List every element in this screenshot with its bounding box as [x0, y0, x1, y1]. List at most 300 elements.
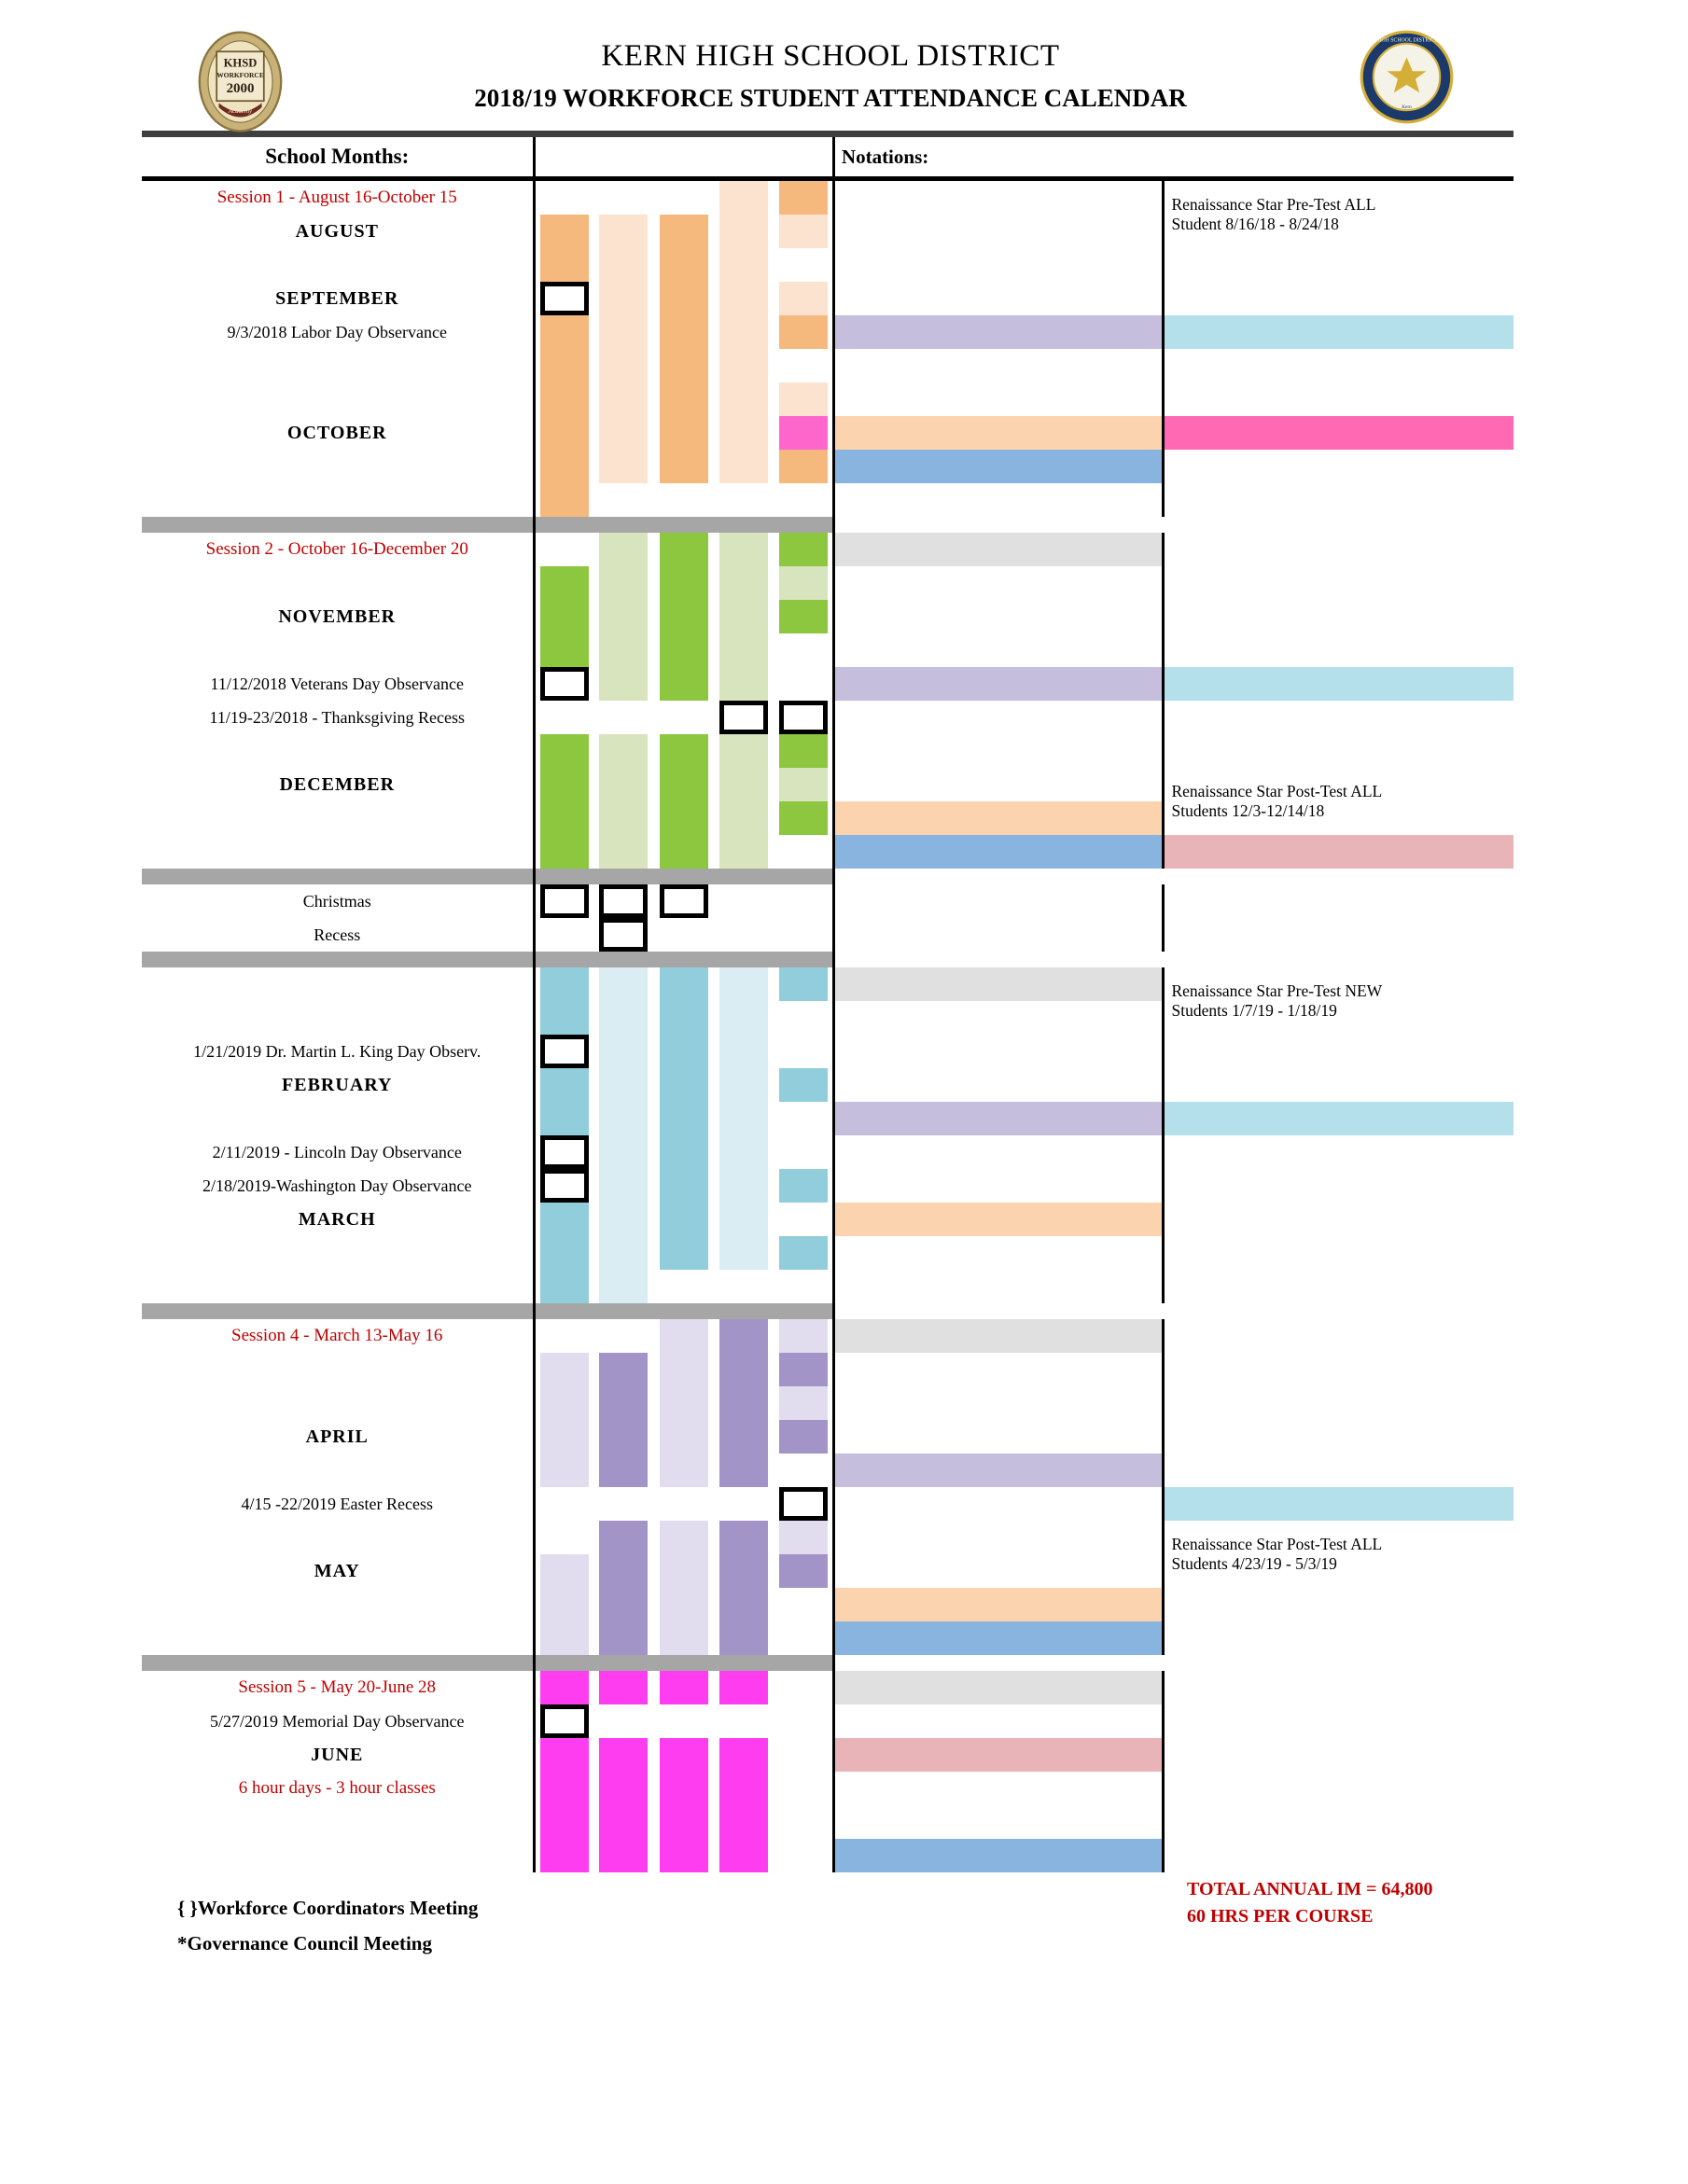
calendar-day-cell — [774, 1203, 833, 1236]
calendar-day-cell — [654, 215, 714, 248]
calendar-row — [142, 181, 1514, 215]
calendar-day-cell — [774, 282, 833, 315]
calendar-day-cell — [714, 1420, 774, 1454]
calendar-day-cell — [654, 600, 714, 633]
calendar-day-cell — [714, 884, 774, 918]
calendar-day-cell — [534, 1001, 593, 1035]
notation-cell-secondary — [1164, 1420, 1514, 1454]
notation-cell-secondary — [1164, 483, 1514, 517]
calendar-day-cell — [593, 1621, 653, 1655]
month-label-cell: 5/27/2019 Memorial Day Observance — [210, 1711, 465, 1731]
notation-cell-secondary — [1164, 1270, 1514, 1303]
calendar-day-cell — [714, 1270, 774, 1303]
column-header-school-months: School Months: — [265, 145, 410, 168]
calendar-day-cell — [774, 1035, 833, 1068]
calendar-day-cell — [593, 801, 653, 835]
calendar-day-cell — [534, 450, 593, 483]
calendar-day-cell — [534, 1704, 593, 1738]
calendar-day-cell — [534, 1319, 593, 1353]
calendar-day-cell — [714, 835, 774, 869]
calendar-day-cell — [654, 1386, 714, 1420]
notation-cell — [833, 1236, 1164, 1270]
calendar-row — [142, 1135, 1514, 1169]
month-label-cell: SEPTEMBER — [275, 287, 399, 309]
calendar-day-cell — [534, 1454, 593, 1487]
calendar-day-cell — [774, 1386, 833, 1420]
calendar-day-cell — [774, 1270, 833, 1303]
calendar-row — [142, 349, 1514, 383]
calendar-day-cell — [774, 1671, 833, 1704]
calendar-day-cell — [593, 1135, 653, 1169]
notation-cell — [833, 215, 1164, 248]
calendar-row — [142, 701, 1514, 734]
notation-cell — [833, 1521, 1164, 1554]
calendar-day-cell — [593, 215, 653, 248]
calendar-day-cell — [593, 533, 653, 566]
calendar-day-cell — [654, 1169, 714, 1203]
session-separator — [534, 952, 833, 967]
notation-cell — [833, 667, 1164, 701]
calendar-day-cell — [654, 483, 714, 517]
month-label-cell: 11/19-23/2018 - Thanksgiving Recess — [209, 707, 465, 727]
calendar-day-cell — [714, 1521, 774, 1554]
calendar-day-cell — [534, 667, 593, 701]
calendar-row — [142, 1068, 1514, 1102]
notation-cell-secondary — [1164, 1588, 1514, 1621]
month-label-cell: NOVEMBER — [278, 605, 397, 627]
calendar-row — [142, 1671, 1514, 1704]
calendar-row — [142, 383, 1514, 416]
calendar-day-cell — [534, 282, 593, 315]
calendar-day-cell — [534, 1420, 593, 1454]
notation-cell-secondary — [1164, 1236, 1514, 1270]
calendar-day-cell — [593, 918, 653, 952]
calendar-day-cell — [593, 967, 653, 1001]
calendar-day-cell — [714, 1487, 774, 1521]
calendar-row — [142, 600, 1514, 633]
calendar-day-cell — [593, 1102, 653, 1135]
calendar-day-cell — [774, 835, 833, 869]
notation-cell — [833, 1621, 1164, 1655]
calendar-day-cell — [593, 1169, 653, 1203]
month-label-cell — [142, 1270, 534, 1303]
notation-cell — [833, 835, 1164, 869]
calendar-day-cell — [654, 1554, 714, 1588]
calendar-day-cell — [774, 483, 833, 517]
notation-cell — [833, 483, 1164, 517]
calendar-day-cell — [534, 1102, 593, 1135]
calendar-row — [142, 533, 1514, 566]
calendar-day-cell — [714, 1135, 774, 1169]
session-separator — [534, 517, 833, 533]
month-label-cell: OCTOBER — [286, 422, 387, 443]
calendar-row — [142, 566, 1514, 600]
calendar-day-cell — [714, 1035, 774, 1068]
month-label-cell: 9/3/2018 Labor Day Observance — [227, 322, 447, 341]
calendar-row — [142, 1621, 1514, 1655]
calendar-row — [142, 1704, 1514, 1738]
calendar-day-cell — [534, 633, 593, 667]
calendar-day-cell — [714, 248, 774, 282]
calendar-day-cell — [593, 1772, 653, 1805]
month-label-cell — [142, 1236, 534, 1270]
notation-cell-secondary — [1164, 1487, 1514, 1521]
calendar-row — [142, 1203, 1514, 1236]
calendar-day-cell — [714, 1772, 774, 1805]
month-label-cell — [142, 967, 534, 1001]
calendar-day-cell — [534, 1621, 593, 1655]
calendar-day-cell — [714, 1704, 774, 1738]
notation-cell-secondary — [1164, 383, 1514, 416]
notation-cell-secondary — [1164, 1135, 1514, 1169]
session-separator — [534, 1655, 833, 1671]
calendar-day-cell — [774, 1738, 833, 1772]
calendar-day-cell — [714, 566, 774, 600]
calendar-day-cell — [774, 1001, 833, 1035]
session-separator — [833, 517, 1514, 533]
calendar-day-cell — [654, 1671, 714, 1704]
notation-cell — [833, 801, 1164, 835]
month-label-cell — [142, 835, 534, 869]
calendar-day-cell — [534, 1521, 593, 1554]
calendar-day-cell — [534, 315, 593, 349]
khsd-workforce-2000-academy-logo-icon — [187, 28, 294, 135]
month-label-cell: JUNE — [311, 1744, 364, 1765]
calendar-row — [142, 1521, 1514, 1554]
calendar-day-cell — [714, 1621, 774, 1655]
notation-cell-secondary — [1164, 1035, 1514, 1068]
calendar-day-cell — [714, 383, 774, 416]
calendar-day-cell — [654, 450, 714, 483]
month-label-cell: 2/11/2019 - Lincoln Day Observance — [212, 1142, 462, 1162]
calendar-day-cell — [654, 1772, 714, 1805]
calendar-day-cell — [774, 918, 833, 952]
notation-cell — [833, 600, 1164, 633]
calendar-day-cell — [654, 1236, 714, 1270]
legend-block — [177, 1897, 1688, 1955]
calendar-day-cell — [654, 734, 714, 768]
notation-cell-secondary — [1164, 918, 1514, 952]
calendar-day-cell — [774, 801, 833, 835]
session-separator — [142, 952, 534, 967]
notation-cell-secondary — [1164, 248, 1514, 282]
calendar-row — [142, 768, 1514, 801]
calendar-day-cell — [593, 282, 653, 315]
calendar-day-cell — [534, 181, 593, 215]
calendar-day-cell — [593, 1554, 653, 1588]
calendar-day-cell — [593, 315, 653, 349]
calendar-day-cell — [593, 450, 653, 483]
calendar-day-cell — [534, 1554, 593, 1588]
calendar-day-cell — [714, 1203, 774, 1236]
svg-text:KHSD: KHSD — [223, 56, 258, 70]
calendar-day-cell — [714, 1554, 774, 1588]
page-subtitle: 2018/19 WORKFORCE STUDENT ATTENDANCE CALENDAR — [474, 84, 1187, 112]
month-label-cell — [142, 734, 534, 768]
calendar-day-cell — [774, 1554, 833, 1588]
calendar-day-cell — [534, 383, 593, 416]
calendar-day-cell — [654, 533, 714, 566]
calendar-day-cell — [654, 1035, 714, 1068]
notation-cell — [833, 1554, 1164, 1588]
notation-cell — [833, 1169, 1164, 1203]
svg-text:Kern: Kern — [1402, 104, 1412, 111]
calendar-day-cell — [654, 1805, 714, 1839]
calendar-day-cell — [593, 734, 653, 768]
session-separator — [142, 1303, 534, 1319]
calendar-day-cell — [714, 1001, 774, 1035]
notation-cell — [833, 1454, 1164, 1487]
calendar-day-cell — [534, 416, 593, 450]
calendar-day-cell — [654, 315, 714, 349]
calendar-day-cell — [714, 600, 774, 633]
calendar-day-cell — [593, 1521, 653, 1554]
calendar-day-cell — [534, 1353, 593, 1386]
notation-cell-secondary — [1164, 1319, 1514, 1353]
month-label-cell — [142, 248, 534, 282]
notation-cell — [833, 1738, 1164, 1772]
calendar-day-cell — [593, 1588, 653, 1621]
svg-text:HIGH SCHOOL DISTRICT: HIGH SCHOOL DISTRICT — [1375, 37, 1438, 44]
month-label-cell: 4/15 -22/2019 Easter Recess — [241, 1494, 433, 1513]
calendar-day-cell — [714, 1169, 774, 1203]
notation-cell — [833, 633, 1164, 667]
month-label-cell: 2/18/2019-Washington Day Observance — [202, 1175, 472, 1195]
calendar-day-cell — [593, 1704, 653, 1738]
notation-cell — [833, 1068, 1164, 1102]
calendar-day-cell — [534, 967, 593, 1001]
calendar-day-cell — [774, 734, 833, 768]
calendar-day-cell — [714, 1805, 774, 1839]
month-label-cell: MAY — [314, 1560, 360, 1581]
notation-cell — [833, 734, 1164, 768]
calendar-day-cell — [654, 633, 714, 667]
notation-cell — [833, 248, 1164, 282]
notation-cell — [833, 383, 1164, 416]
calendar-day-cell — [774, 315, 833, 349]
footer-totals — [1187, 1876, 1432, 1930]
month-label-cell — [142, 1454, 534, 1487]
calendar-day-cell — [593, 835, 653, 869]
month-label-cell: AUGUST — [295, 220, 379, 242]
notation-cell-secondary — [1164, 416, 1514, 450]
calendar-day-cell — [593, 1386, 653, 1420]
notation-cell-secondary — [1164, 1386, 1514, 1420]
notation-cell-secondary — [1164, 533, 1514, 566]
month-label-cell — [142, 1386, 534, 1420]
notation-cell-secondary: Renaissance Star Pre-Test NEW Students 1/7/19 - 1/18/19 — [1164, 967, 1514, 1035]
calendar-day-cell — [534, 1386, 593, 1420]
calendar-day-cell — [654, 1001, 714, 1035]
calendar-row — [142, 1454, 1514, 1487]
calendar-day-cell — [593, 483, 653, 517]
calendar-day-cell — [774, 667, 833, 701]
calendar-day-cell — [774, 701, 833, 734]
calendar-row — [142, 282, 1514, 315]
session-separator — [833, 1303, 1514, 1319]
column-header-m — [534, 137, 593, 176]
calendar-row — [142, 1169, 1514, 1203]
notation-cell — [833, 1035, 1164, 1068]
notation-cell — [833, 1203, 1164, 1236]
calendar-day-cell — [774, 600, 833, 633]
attendance-calendar-table — [142, 131, 1514, 1872]
calendar-row — [142, 1839, 1514, 1872]
calendar-day-cell — [654, 1839, 714, 1872]
calendar-row — [142, 1035, 1514, 1068]
calendar-day-cell — [593, 1738, 653, 1772]
calendar-day-cell — [654, 667, 714, 701]
notation-cell — [833, 1353, 1164, 1386]
calendar-day-cell — [593, 1319, 653, 1353]
calendar-day-cell — [714, 1839, 774, 1872]
calendar-row — [142, 1588, 1514, 1621]
footer-hours-per-course: 60 HRS PER COURSE — [1187, 1906, 1374, 1927]
notation-cell-secondary — [1164, 701, 1514, 734]
calendar-day-cell — [534, 768, 593, 801]
calendar-day-cell — [534, 215, 593, 248]
notation-cell-secondary — [1164, 1454, 1514, 1487]
notation-cell — [833, 701, 1164, 734]
month-label-cell: Recess — [314, 925, 361, 944]
calendar-day-cell — [654, 566, 714, 600]
notation-cell-secondary — [1164, 835, 1514, 869]
calendar-day-cell — [654, 884, 714, 918]
column-header-notations: Notations: — [833, 137, 1514, 176]
calendar-day-cell — [774, 1169, 833, 1203]
calendar-day-cell — [534, 1135, 593, 1169]
notation-cell-secondary — [1164, 667, 1514, 701]
notation-cell — [833, 768, 1164, 801]
calendar-row — [142, 416, 1514, 450]
calendar-day-cell — [714, 1671, 774, 1704]
notation-cell-secondary — [1164, 1353, 1514, 1386]
calendar-day-cell — [714, 1102, 774, 1135]
notation-cell-secondary — [1164, 600, 1514, 633]
notation-cell-secondary — [1164, 349, 1514, 383]
notation-cell-secondary — [1164, 282, 1514, 315]
calendar-day-cell — [714, 667, 774, 701]
calendar-day-cell — [593, 633, 653, 667]
calendar-day-cell — [774, 1236, 833, 1270]
calendar-day-cell — [654, 1588, 714, 1621]
calendar-day-cell — [534, 734, 593, 768]
calendar-day-cell — [774, 1839, 833, 1872]
calendar-day-cell — [593, 1454, 653, 1487]
notation-cell-secondary — [1164, 315, 1514, 349]
calendar-day-cell — [654, 1068, 714, 1102]
calendar-day-cell — [714, 768, 774, 801]
calendar-day-cell — [593, 1671, 653, 1704]
calendar-day-cell — [534, 1270, 593, 1303]
notation-cell — [833, 967, 1164, 1001]
notation-cell-secondary — [1164, 1169, 1514, 1203]
calendar-day-cell — [774, 1420, 833, 1454]
month-label-cell: Session 5 - May 20-June 28 — [238, 1677, 437, 1697]
session-separator — [833, 1655, 1514, 1671]
calendar-day-cell — [593, 667, 653, 701]
calendar-row — [142, 1270, 1514, 1303]
notation-cell-secondary — [1164, 633, 1514, 667]
calendar-day-cell — [654, 1521, 714, 1554]
calendar-row — [142, 667, 1514, 701]
calendar-day-cell — [714, 734, 774, 768]
calendar-row — [142, 315, 1514, 349]
calendar-day-cell — [534, 1839, 593, 1872]
calendar-day-cell — [714, 918, 774, 952]
calendar-day-cell — [714, 349, 774, 383]
calendar-day-cell — [593, 1839, 653, 1872]
calendar-day-cell — [774, 1704, 833, 1738]
calendar-day-cell — [593, 181, 653, 215]
month-label-cell: 1/21/2019 Dr. Martin L. King Day Observ. — [193, 1041, 481, 1061]
calendar-row — [142, 633, 1514, 667]
month-label-cell — [142, 1621, 534, 1655]
calendar-day-cell — [593, 1353, 653, 1386]
calendar-row — [142, 1738, 1514, 1772]
notation-cell — [833, 1487, 1164, 1521]
calendar-day-cell — [534, 1236, 593, 1270]
calendar-day-cell — [654, 1353, 714, 1386]
notation-cell-secondary — [1164, 1203, 1514, 1236]
month-label-cell — [142, 383, 534, 416]
calendar-day-cell — [654, 1454, 714, 1487]
notation-cell-secondary — [1164, 1738, 1514, 1772]
notation-cell — [833, 1805, 1164, 1839]
page-title: KERN HIGH SCHOOL DISTRICT — [601, 39, 1060, 73]
calendar-day-cell — [534, 701, 593, 734]
notation-cell — [833, 416, 1164, 450]
calendar-day-cell — [534, 248, 593, 282]
calendar-day-cell — [714, 483, 774, 517]
calendar-row — [142, 734, 1514, 768]
calendar-day-cell — [714, 701, 774, 734]
calendar-day-cell — [774, 884, 833, 918]
top-rule — [142, 131, 1514, 137]
calendar-row — [142, 1805, 1514, 1839]
calendar-row — [142, 884, 1514, 918]
session-separator — [534, 869, 833, 884]
calendar-day-cell — [534, 1035, 593, 1068]
calendar-day-cell — [534, 1805, 593, 1839]
calendar-day-cell — [534, 801, 593, 835]
calendar-day-cell — [774, 349, 833, 383]
calendar-day-cell — [654, 835, 714, 869]
calendar-day-cell — [714, 181, 774, 215]
calendar-day-cell — [534, 483, 593, 517]
svg-text:WORKFORCE: WORKFORCE — [216, 70, 264, 79]
notation-cell — [833, 1135, 1164, 1169]
calendar-row — [142, 1487, 1514, 1521]
calendar-day-cell — [714, 282, 774, 315]
calendar-day-cell — [593, 248, 653, 282]
calendar-day-cell — [534, 835, 593, 869]
notation-cell — [833, 315, 1164, 349]
calendar-day-cell — [654, 383, 714, 416]
calendar-day-cell — [593, 884, 653, 918]
calendar-day-cell — [654, 701, 714, 734]
calendar-day-cell — [593, 1805, 653, 1839]
month-label-cell — [142, 1353, 534, 1386]
calendar-day-cell — [654, 1738, 714, 1772]
calendar-row — [142, 450, 1514, 483]
calendar-day-cell — [593, 383, 653, 416]
notation-cell-secondary — [1164, 450, 1514, 483]
month-label-cell: DECEMBER — [279, 773, 396, 795]
calendar-day-cell — [654, 1203, 714, 1236]
calendar-day-cell — [593, 1270, 653, 1303]
month-label-cell — [142, 566, 534, 600]
